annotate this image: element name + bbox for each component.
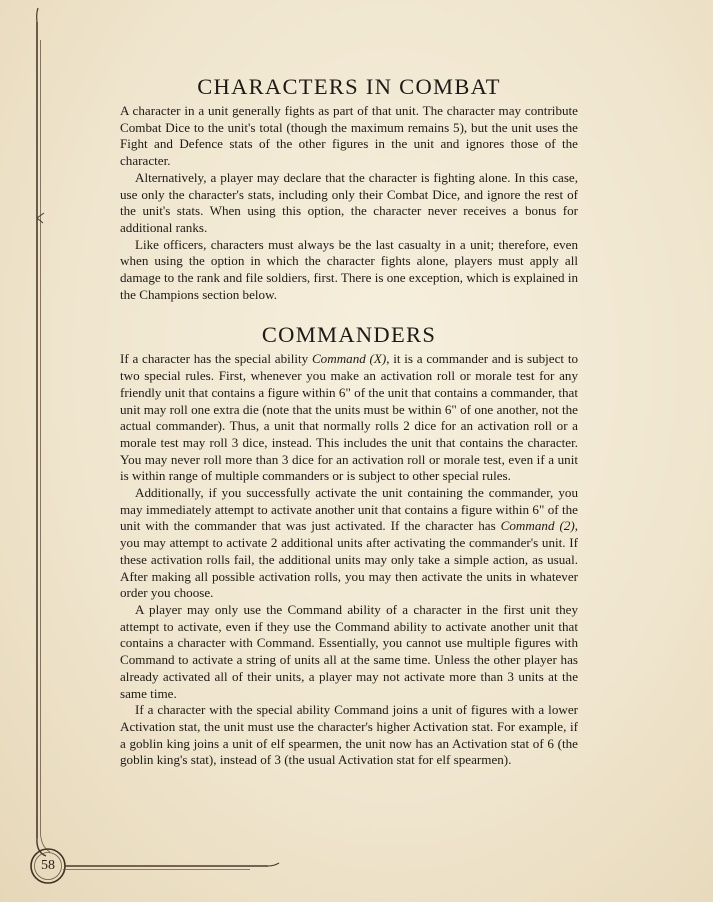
paragraph: If a character has the special ability Command (X), it is a commander and is subject to two special rules. First, whenever you make an activation roll or morale test for any friendly unit that contains a figure within 6" of the unit that contains a commander, that unit may roll one extra die (note that the units must be within 6" of one another, not the actual commander). Thus, a unit that normally rolls 2 dice for an activation roll or a morale test may roll 3 dice, instead. This includes the unit that contains the character. You may never roll more than 3 dice for an activation roll or morale test, even if a unit is within range of multiple commanders or is subject to other special rules. (120, 351, 578, 484)
italic-term: Command (2) (500, 518, 575, 534)
section-heading-characters-in-combat: CHARACTERS IN COMBAT (197, 74, 501, 99)
page-number: 58 (41, 858, 55, 873)
italic-term: Command (X) (311, 351, 387, 367)
page-body (120, 74, 578, 769)
paragraph: Alternatively, a player may declare that the character is fighting alone. In this case, use only the character's stats, including only their Combat Dice, and ignore the rest of the unit's stats. When using this option, the character never receives a bonus for additional ranks. (120, 169, 578, 235)
paragraph: Additionally, if you successfully activate the unit containing the commander, you may immediately attempt to activate another unit that contains a figure within 6" of the unit with the commander that was just activated. If the character has Command (2), you may attempt to activate 2 additional units after activating the commander's unit. If these activation rolls fail, the additional units may only take a simple action, as usual. After making all possible activation rolls, you may then activate the units in whatever order you choose. (120, 485, 579, 601)
paragraph: A character in a unit generally fights as part of that unit. The character may contribute Combat Dice to the unit's total (though the maximum remains 5), but the unit uses the Fight and Defence stats of the other figures in the unit and ignores those of the character. (120, 103, 578, 169)
paragraph: Like officers, characters must always be the last casualty in a unit; therefore, even when using the option in which the character fights alone, players must apply all damage to the rank and file soldiers, first. There is one exception, which is explained in the Champions section below. (120, 236, 578, 302)
section-heading-commanders: COMMANDERS (261, 322, 437, 348)
paragraph: A player may only use the Command ability of a character in the first unit they attempt to activate, even if they use the Command ability to activate another unit that contains a character with Command. Essentially, you cannot use multiple figures with Command to activate a string of units all at the same time. Unless the other player has already activated all of their units, a player may not activate more than 3 units at the same time. (120, 601, 578, 701)
paragraph: If a character with the special ability Command joins a unit of figures with a lower Activation stat, the unit must use the character's higher Activation stat. For example, if a goblin king joins a unit of elf spearmen, the unit now has an Activation stat of 6 (the goblin king's stat), instead of 3 (the usual Activation stat for elf spearmen). (120, 702, 578, 768)
